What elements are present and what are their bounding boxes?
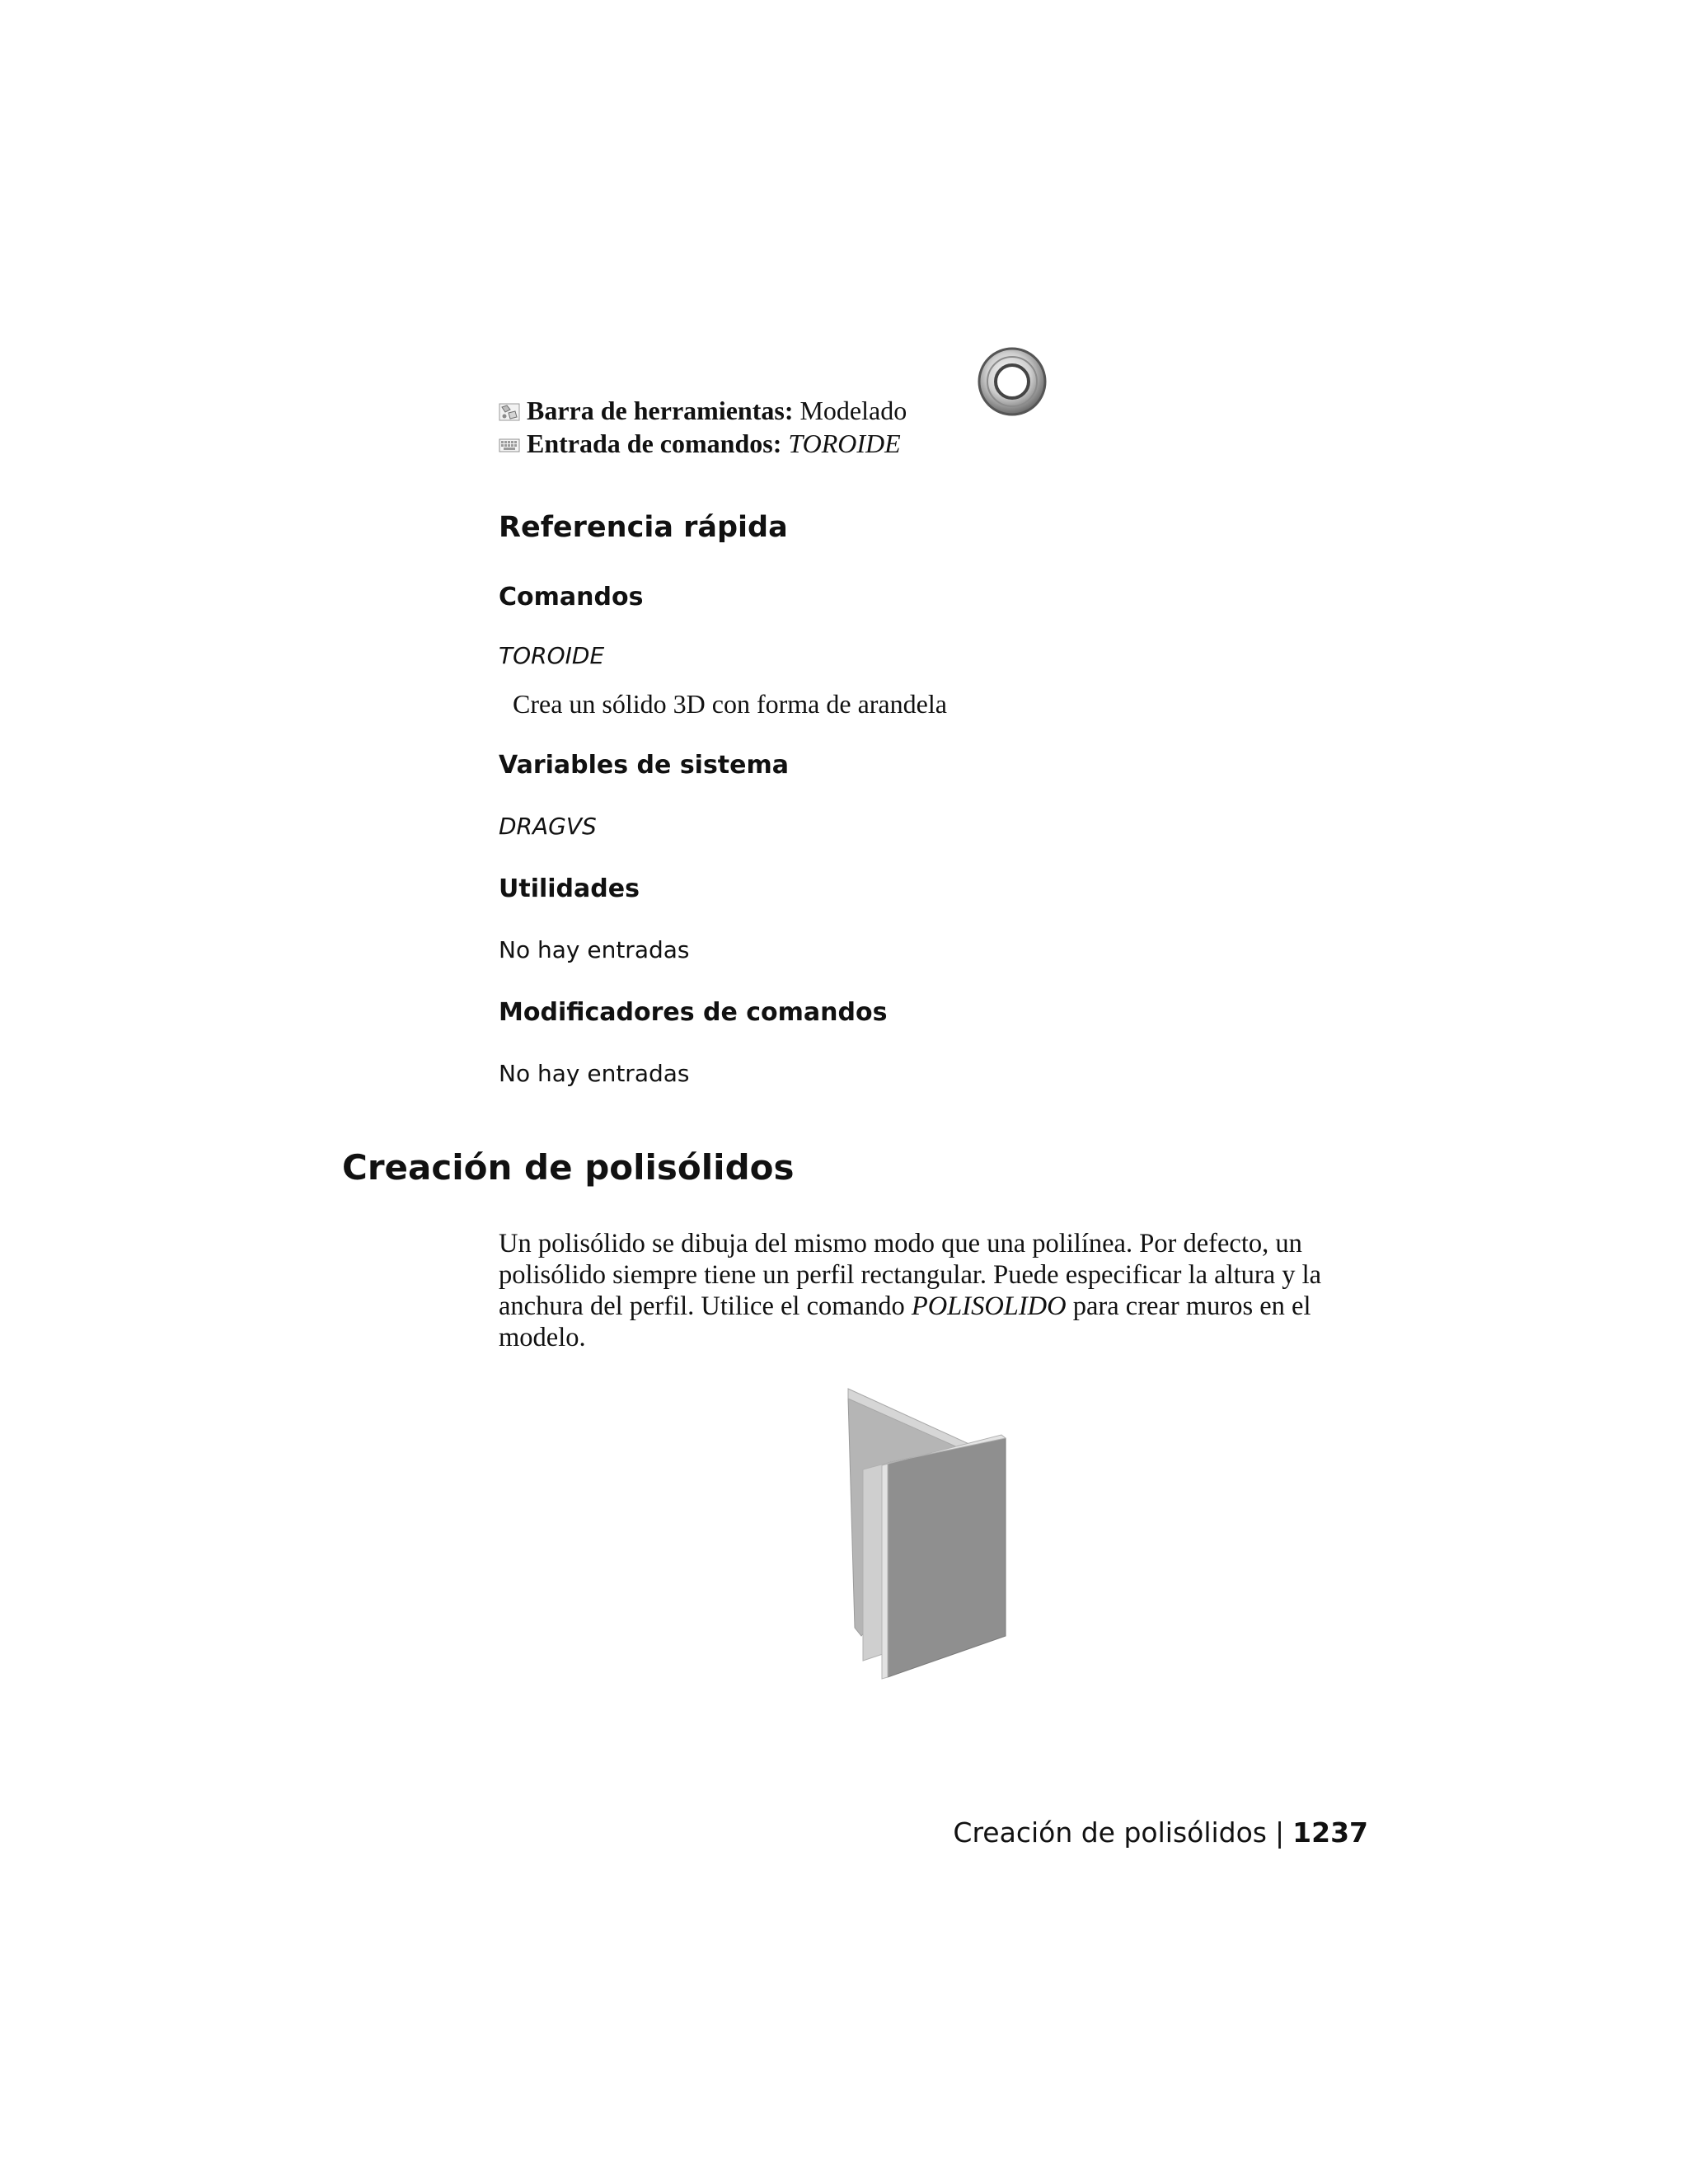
para-line-1: Un polisólido se dibuja del mismo modo que una polilínea. Por defecto, un bbox=[499, 1229, 1302, 1258]
keyboard-icon bbox=[499, 436, 520, 454]
sysvar-name: DRAGVS bbox=[499, 813, 597, 840]
page-number: 1237 bbox=[1292, 1816, 1368, 1849]
footer-separator: | bbox=[1275, 1816, 1285, 1849]
page-footer bbox=[953, 1815, 1368, 1851]
toolbar-icon bbox=[499, 403, 520, 421]
commands-heading: Comandos bbox=[499, 583, 644, 612]
command-description: Crea un sólido 3D con forma de arandela bbox=[513, 689, 947, 719]
command-label: Entrada de comandos: bbox=[527, 429, 782, 458]
command-access-row bbox=[499, 427, 901, 460]
sysvars-heading: Variables de sistema bbox=[499, 751, 790, 780]
toolbar-value: Modelado bbox=[799, 396, 907, 425]
para-line-2: polisólido siempre tiene un perfil rectangular. Puede especificar la altura y la bbox=[499, 1260, 1322, 1290]
polysolid-figure bbox=[837, 1380, 1026, 1681]
para-line-3-pre: anchura del perfil. Utilice el comando bbox=[499, 1291, 912, 1321]
footer-title: Creación de polisólidos bbox=[953, 1816, 1268, 1849]
command-value: TOROIDE bbox=[788, 429, 901, 458]
section-paragraph bbox=[499, 1228, 1389, 1353]
modifiers-heading: Modificadores de comandos bbox=[499, 998, 888, 1027]
modifiers-value: No hay entradas bbox=[499, 1060, 690, 1087]
quick-reference-title: Referencia rápida bbox=[499, 511, 788, 544]
utilities-value: No hay entradas bbox=[499, 936, 690, 963]
para-line-4: modelo. bbox=[499, 1323, 586, 1352]
torus-icon bbox=[975, 344, 1049, 419]
toolbar-label: Barra de herramientas: bbox=[527, 396, 794, 425]
polisolido-command: POLISOLIDO bbox=[911, 1291, 1067, 1321]
command-name: TOROIDE bbox=[499, 642, 605, 669]
section-title: Creación de polisólidos bbox=[342, 1147, 795, 1188]
para-line-3-post: para crear muros en el bbox=[1066, 1291, 1311, 1321]
para-line-3 bbox=[499, 1291, 1389, 1322]
utilities-heading: Utilidades bbox=[499, 874, 640, 903]
toolbar-access-row bbox=[499, 394, 907, 427]
